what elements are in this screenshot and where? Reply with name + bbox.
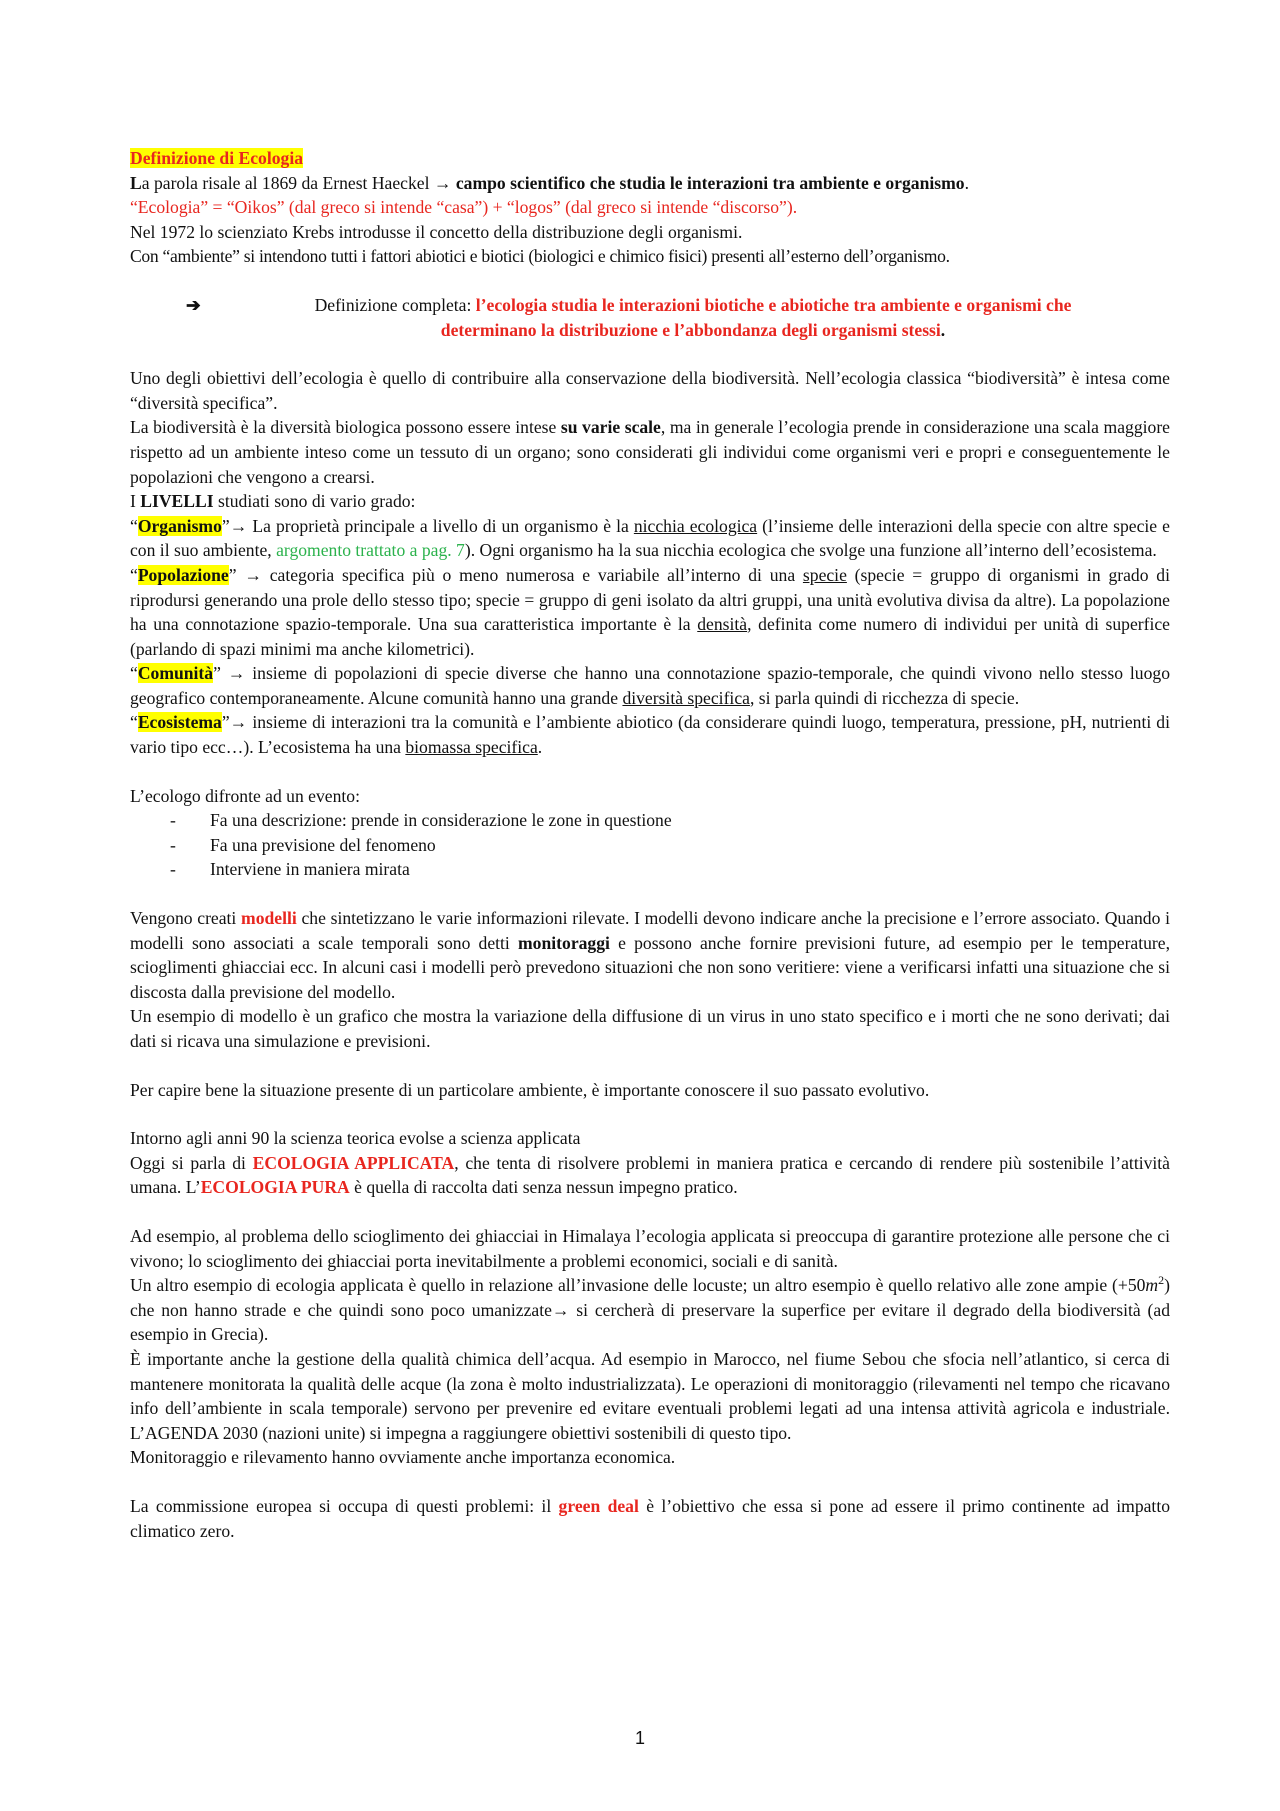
definition-line-3: Nel 1972 lo scienziato Krebs introdusse il concetto della distribuzione degli organismi. (130, 221, 743, 242)
text-span: che sintetizzano le varie informazioni rilevate. I modelli devono indicare anche la precisione e l’errore associato. Quando i modelli sono associati a scale temporali sono detti (130, 908, 1170, 953)
arrow-icon: → (244, 564, 262, 585)
text-span: (specie = gruppo di organismi in grado di riprodursi generando una prole dello stesso tipo; specie = gruppo di geni isolato da altri gruppi, una unità evolutiva divisa da altre). La popolazione ha una connotazione spazio-temporale. Una sua caratteristica importante è la (130, 564, 1170, 635)
applied-line-1: Intorno agli anni 90 la scienza teorica evolse a scienza applicata (130, 1128, 581, 1149)
quote: ” (213, 663, 221, 684)
models-example: Un esempio di modello è un grafico che mostra la variazione della diffusione di un virus in uno stato specifico e i morti che ne sono derivati; dai dati si ricava una simulazione e previsioni. (130, 1006, 1170, 1051)
page-reference: argomento trattato a pag. 7 (276, 540, 465, 561)
examples-p1: Ad esempio, al problema dello scioglimento dei ghiacciai in Himalaya l’ecologia applicata si preoccupa di garantire protezione alle persone che ci vivono; lo scioglimento dei ghiacciai porta inevitabilmente a problemi economici, sociali e di sanità. (130, 1225, 1170, 1271)
biodiversity-p2 (130, 415, 1170, 489)
past-paragraph: Per capire bene la situazione presente di un particolare ambiente, è importante conoscere il suo passato evolutivo. (130, 1079, 930, 1100)
examples-p2 (130, 1273, 1170, 1347)
list-item-text: Interviene in maniera mirata (210, 859, 410, 880)
red-span: modelli (241, 908, 297, 929)
arrow-icon: → (229, 515, 248, 536)
text-span: . (537, 737, 543, 758)
list-item (130, 808, 1170, 833)
page-number: 1 (634, 1728, 645, 1748)
text-span: si cercherà di preservare la superfice per evitare il degrado della biodiversità (ad esempio in Grecia). (130, 1299, 1170, 1345)
text-span: , si parla quindi di ricchezza di specie. (749, 687, 1020, 708)
text-span: ) che non hanno strade e che quindi sono poco umanizzate (130, 1275, 1170, 1320)
document-page (130, 146, 1170, 1543)
text-span: I (130, 491, 141, 512)
text-span: è quella di raccolta dati senza nessun impegno pratico. (349, 1177, 738, 1198)
text-span: insieme di interazioni tra la comunità e l’ambiente abiotico (da considerare quindi luogo, temperatura, pressione, pH, nutrienti di vario tipo ecc…). L’ecosistema ha una (130, 712, 1170, 758)
definition-line-2: “Ecologia” = “Oikos” (dal greco si intende “casa”) + “logos” (dal greco si intende “discorso”). (130, 197, 798, 218)
text-span: Definizione completa: (314, 294, 476, 315)
term-highlight: Organismo (137, 515, 222, 536)
applied-paragraph (130, 1151, 1170, 1200)
arrow-icon: → (551, 1299, 570, 1320)
level-comunita (130, 661, 1170, 710)
right-arrow-icon: ➔ (186, 294, 201, 315)
red-span: l’ecologia studia le interazioni biotiche e abiotiche tra ambiente e organismi che (475, 294, 1072, 315)
bold-span: monitoraggi (518, 932, 610, 953)
levels-intro (130, 489, 1170, 514)
quote: “ (130, 712, 138, 733)
arrow-icon: → (229, 712, 248, 733)
level-organismo (130, 514, 1170, 563)
text-span: ). Ogni organismo ha la sua nicchia ecologica che svolge una funzione all’interno dell’ecosistema. (464, 540, 1157, 561)
text-span: La proprietà principale a livello di un organismo è la (247, 515, 634, 536)
text-span: Vengono creati (130, 908, 242, 929)
examples-p4: Monitoraggio e rilevamento hanno ovviamente anche importanza economica. (130, 1447, 676, 1468)
red-span: determinano la distribuzione e l’abbondanza degli organismi stessi (440, 319, 941, 340)
term-highlight: Popolazione (137, 564, 229, 585)
red-span: green deal (558, 1495, 639, 1516)
text-span: , definita come numero di individui per unità di superfice (parlando di spazi minimi ma anche kilometrici). (130, 614, 1170, 659)
quote: “ (130, 564, 138, 585)
superscript: 2 (1158, 1273, 1165, 1288)
models-paragraph (130, 906, 1170, 1004)
text-span: studiati sono di vario grado: (213, 491, 416, 512)
list-item-text: Fa una previsione del fenomeno (210, 834, 436, 855)
text-span: La biodiversità è la diversità biologica possono essere intese (130, 417, 561, 438)
text-span: Oggi si parla di (130, 1152, 253, 1173)
text-span: (l’insieme delle interazioni della specie con altre specie e con il suo ambiente, (130, 515, 1170, 561)
term-highlight: Ecosistema (137, 712, 222, 733)
quote: ” (221, 515, 230, 536)
bold-span: LIVELLI (140, 491, 214, 512)
arrow-icon: → (227, 663, 246, 684)
red-span: ECOLOGIA APPLICATA (252, 1152, 455, 1173)
underlined-term: nicchia ecologica (633, 515, 758, 536)
quote: ” (221, 712, 230, 733)
quote: ” (228, 564, 237, 585)
underlined-term: densità (697, 614, 748, 635)
math-var: m (1145, 1275, 1159, 1296)
underlined-term: biomassa specifica (405, 737, 538, 758)
text-span: . (964, 172, 969, 193)
dash-bullet: - (170, 834, 176, 855)
text-span: categoria specifica più o meno numerosa e variabile all’interno di una (261, 564, 803, 585)
term-highlight: Comunità (137, 663, 214, 684)
complete-definition (186, 293, 1170, 342)
text-span: a parola risale al 1869 da Ernest Haeckel (141, 172, 434, 193)
text-span: . (940, 319, 946, 340)
text-span: , ma in generale l’ecologia prende in considerazione una scala maggiore rispetto ad un ambiente inteso come un tessuto di un organo; sono considerati gli individui come organismi veri e propri e conseguentemente le popolazioni che vengono a crearsi. (130, 417, 1170, 487)
text-span: La commissione europea si occupa di questi problemi: il (130, 1495, 559, 1516)
eu-paragraph (130, 1494, 1170, 1543)
dash-bullet: - (170, 810, 176, 831)
text-span: insieme di popolazioni di specie diverse che hanno una connotazione spazio-temporale, che quindi vivono nello stesso luogo geografico contemporaneamente. Alcune comunità hanno una grande (130, 663, 1170, 708)
definition-line-4: Con “ambiente” si intendono tutti i fattori abiotici e biotici (biologici e chimico fisici) presenti all’esterno dell’organismo. (130, 246, 950, 267)
quote: “ (130, 663, 138, 684)
examples-p3: È importante anche la gestione della qualità chimica dell’acqua. Ad esempio in Marocco, nel fiume Sebou che sfocia nell’atlantico, si cerca di mantenere monitorata la qualità delle acque (la zona è molto industrializzata). Le operazioni di monitoraggio (rilevamenti nel tempo che ricavano info dell’ambiente in scala temporale) servono per prevenire ed evitare eventuali problemi legati ad una intensa attività agricola e industriale. L’AGENDA 2030 (nazioni unite) si impegna a raggiungere obiettivi sostenibili di questo tipo. (130, 1348, 1170, 1443)
arrow-icon: → (433, 172, 452, 193)
definition-heading (130, 146, 1170, 171)
complete-definition-text (216, 293, 1170, 342)
heading-text: Definizione di Ecologia (130, 148, 303, 168)
quote: “ (130, 515, 138, 536)
text-span: è l’obiettivo che essa si pone ad essere il primo continente ad impatto climatico zero. (130, 1495, 1170, 1541)
list-item (130, 857, 1170, 882)
list-item-text: Fa una descrizione: prende in considerazione le zone in questione (210, 810, 672, 831)
text-span: , che tenta di risolvere problemi in maniera pratica e cercando di rendere più sostenibile l’attività umana. L’ (130, 1152, 1170, 1198)
bold-span: su varie scale (560, 417, 661, 438)
ecologist-list (130, 808, 1170, 882)
bold-span: campo scientifico che studia le interazioni tra ambiente e organismo (455, 172, 965, 193)
definition-line-1 (130, 171, 1170, 196)
biodiversity-p1: Uno degli obiettivi dell’ecologia è quello di contribuire alla conservazione della biodiversità. Nell’ecologia classica “biodiversità” è intesa come “diversità specifica”. (130, 368, 1170, 413)
red-span: ECOLOGIA PURA (200, 1177, 350, 1198)
text-span: Un altro esempio di ecologia applicata è quello in relazione all’invasione delle locuste; un altro esempio è quello relativo alle zone ampie (+50 (130, 1275, 1146, 1296)
ecologist-intro: L’ecologo difronte ad un evento: (130, 785, 360, 806)
text-span: e possono anche fornire previsioni future, ad esempio per le temperature, scioglimenti ghiacciai ecc. In alcuni casi i modelli però prevedono situazioni che non sono veritiere: viene a verificarsi infatti una situazione che si discosta dalla previsione del modello. (130, 932, 1170, 1002)
drop-letter: L (130, 172, 142, 193)
level-popolazione (130, 563, 1170, 661)
list-item (130, 833, 1170, 858)
underlined-term: diversità specifica (622, 687, 750, 708)
level-ecosistema (130, 710, 1170, 759)
underlined-term: specie (802, 564, 847, 585)
dash-bullet: - (170, 859, 176, 880)
